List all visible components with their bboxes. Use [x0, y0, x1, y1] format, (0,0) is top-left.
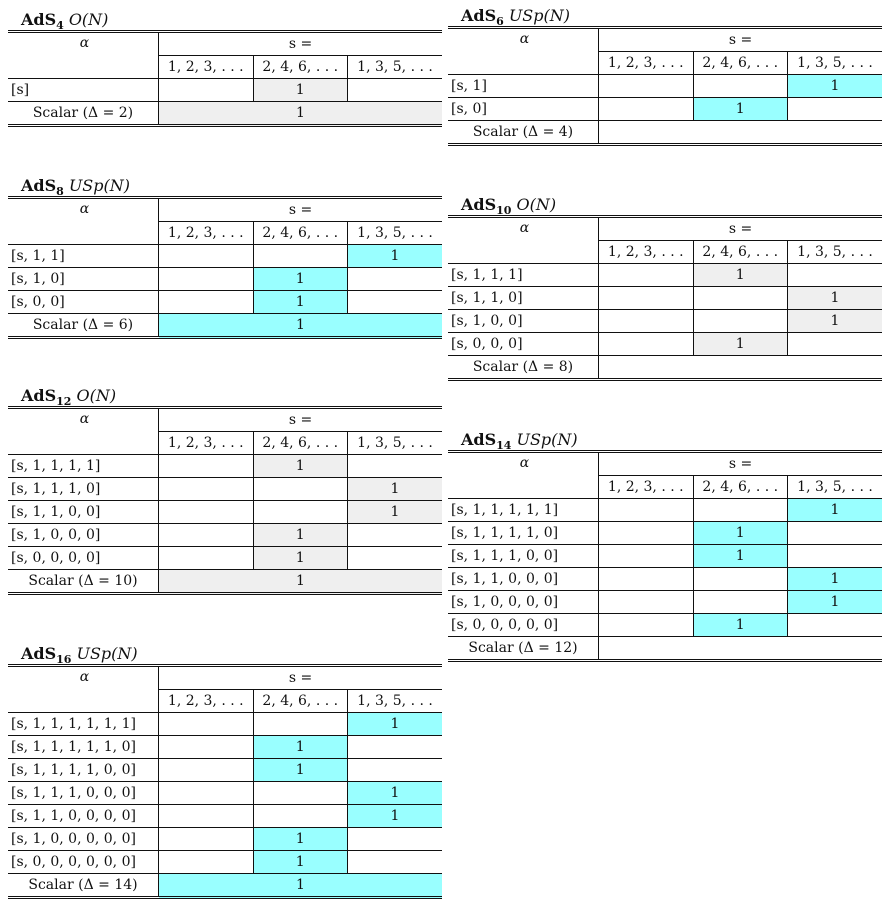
multiplicity-table — [448, 26, 882, 146]
empty-cell — [788, 522, 883, 545]
multiplicity-cell: 1 — [253, 828, 348, 851]
row-label: [s, 1, 1, 1, 1] — [8, 455, 159, 478]
column-header-2: 2, 4, 6, . . . — [693, 476, 788, 499]
column-header-3: 1, 3, 5, . . . — [788, 476, 883, 499]
multiplicity-cell: 1 — [693, 264, 788, 287]
multiplicity-cell: 1 — [693, 545, 788, 568]
title-prefix: AdS — [21, 644, 57, 663]
empty-cell — [599, 98, 694, 121]
row-label: [s, 0, 0, 0, 0, 0, 0] — [8, 851, 159, 874]
multiplicity-table — [8, 664, 442, 899]
multiplicity-cell: 1 — [253, 851, 348, 874]
alpha-header: α — [8, 32, 159, 79]
table-block-ads6 — [448, 6, 882, 146]
empty-cell — [159, 478, 254, 501]
table-title — [8, 10, 442, 33]
column-header-2: 2, 4, 6, . . . — [693, 241, 788, 264]
column-header-1: 1, 2, 3, . . . — [159, 222, 254, 245]
scalar-row — [8, 102, 442, 126]
empty-cell — [599, 75, 694, 98]
row-label: [s, 1, 1, 0] — [448, 287, 599, 310]
column-header-2: 2, 4, 6, . . . — [253, 222, 348, 245]
title-dimension: 4 — [56, 19, 64, 33]
empty-cell — [348, 79, 443, 102]
title-dimension: 10 — [496, 204, 512, 218]
row-label: [s, 1, 0, 0] — [448, 310, 599, 333]
alpha-header: α — [8, 198, 159, 245]
empty-cell — [159, 501, 254, 524]
s-header: s = — [288, 202, 313, 218]
multiplicity-cell: 1 — [253, 79, 348, 102]
s-header: s = — [288, 412, 313, 428]
row-label: [s, 1, 1] — [8, 245, 159, 268]
row-label: [s, 1, 1, 0, 0, 0, 0] — [8, 805, 159, 828]
title-dimension: 14 — [496, 439, 512, 453]
title-dimension: 6 — [496, 15, 504, 29]
row-label: [s, 1, 0] — [8, 268, 159, 291]
empty-cell — [788, 614, 883, 637]
table-row — [8, 547, 442, 570]
column-header-2: 2, 4, 6, . . . — [253, 690, 348, 713]
alpha-header: α — [8, 666, 159, 713]
scalar-row — [448, 637, 882, 661]
column-header-1: 1, 2, 3, . . . — [159, 56, 254, 79]
multiplicity-cell: 1 — [348, 805, 443, 828]
table-title — [448, 430, 882, 453]
table-title — [8, 386, 442, 409]
multiplicity-cell: 1 — [693, 333, 788, 356]
multiplicity-table — [448, 450, 882, 662]
empty-cell — [788, 264, 883, 287]
empty-cell — [159, 713, 254, 736]
row-label: [s, 0, 0, 0, 0, 0] — [448, 614, 599, 637]
multiplicity-cell: 1 — [253, 759, 348, 782]
multiplicity-cell: 1 — [788, 310, 883, 333]
empty-cell — [159, 828, 254, 851]
scalar-row — [448, 356, 882, 380]
multiplicity-cell: 1 — [788, 287, 883, 310]
title-group: USp(N) — [68, 176, 130, 195]
empty-cell — [788, 333, 883, 356]
empty-cell — [599, 287, 694, 310]
scalar-label: Scalar (Δ = 6) — [8, 314, 159, 338]
title-dimension: 12 — [56, 395, 72, 409]
empty-cell — [693, 591, 788, 614]
multiplicity-table — [448, 215, 882, 381]
table-block-ads16 — [8, 644, 442, 899]
multiplicity-table — [8, 30, 442, 127]
column-header-3: 1, 3, 5, . . . — [348, 56, 443, 79]
empty-cell — [159, 245, 254, 268]
empty-cell — [599, 499, 694, 522]
table-row — [8, 828, 442, 851]
header-row — [8, 666, 442, 690]
multiplicity-cell: 1 — [253, 736, 348, 759]
title-dimension: 8 — [56, 185, 64, 199]
title-group: O(N) — [516, 195, 557, 214]
table-block-ads4 — [8, 10, 442, 127]
title-group: O(N) — [76, 386, 117, 405]
column-header-2: 2, 4, 6, . . . — [253, 56, 348, 79]
column-header-2: 2, 4, 6, . . . — [693, 52, 788, 75]
header-row — [448, 28, 882, 52]
scalar-label: Scalar (Δ = 14) — [8, 874, 159, 898]
title-prefix: AdS — [461, 6, 497, 25]
empty-cell — [348, 851, 443, 874]
column-header-2: 2, 4, 6, . . . — [253, 432, 348, 455]
multiplicity-cell: 1 — [348, 501, 443, 524]
table-row — [8, 759, 442, 782]
title-dimension: 16 — [56, 653, 72, 667]
multiplicity-cell: 1 — [788, 591, 883, 614]
multiplicity-cell: 1 — [693, 98, 788, 121]
multiplicity-table — [8, 196, 442, 339]
table-row — [8, 79, 442, 102]
table-block-ads8 — [8, 176, 442, 339]
row-label: [s, 1, 1, 1, 1, 0] — [448, 522, 599, 545]
column-header-1: 1, 2, 3, . . . — [599, 241, 694, 264]
scalar-row — [8, 570, 442, 594]
multiplicity-cell: 1 — [693, 614, 788, 637]
row-label: [s, 0, 0, 0] — [448, 333, 599, 356]
empty-cell — [159, 291, 254, 314]
row-label: [s, 0, 0, 0, 0] — [8, 547, 159, 570]
row-label: [s, 1, 0, 0, 0, 0, 0] — [8, 828, 159, 851]
s-header: s = — [728, 32, 753, 48]
table-row — [448, 333, 882, 356]
empty-cell — [599, 545, 694, 568]
row-label: [s, 1, 1, 1, 1, 1] — [448, 499, 599, 522]
row-label: [s, 1, 1, 1, 0] — [8, 478, 159, 501]
title-prefix: AdS — [461, 430, 497, 449]
table-block-ads14 — [448, 430, 882, 662]
empty-cell — [599, 591, 694, 614]
empty-cell — [348, 547, 443, 570]
scalar-multiplicity-cell: 1 — [159, 314, 443, 338]
multiplicity-cell: 1 — [253, 547, 348, 570]
scalar-label: Scalar (Δ = 2) — [8, 102, 159, 126]
column-header-3: 1, 3, 5, . . . — [348, 432, 443, 455]
empty-cell — [693, 287, 788, 310]
table-row — [448, 522, 882, 545]
multiplicity-cell: 1 — [348, 782, 443, 805]
empty-cell — [599, 310, 694, 333]
title-prefix: AdS — [21, 10, 57, 29]
empty-cell — [693, 568, 788, 591]
table-row — [8, 736, 442, 759]
empty-cell — [348, 291, 443, 314]
row-label: [s, 1, 1, 0, 0] — [8, 501, 159, 524]
row-label: [s, 1, 0, 0, 0, 0] — [448, 591, 599, 614]
multiplicity-cell: 1 — [348, 713, 443, 736]
multiplicity-cell: 1 — [788, 499, 883, 522]
column-header-1: 1, 2, 3, . . . — [599, 52, 694, 75]
table-block-ads10 — [448, 195, 882, 381]
header-row — [448, 452, 882, 476]
empty-cell — [693, 75, 788, 98]
empty-cell — [788, 545, 883, 568]
scalar-multiplicity-cell: 1 — [159, 874, 443, 898]
s-header: s = — [728, 456, 753, 472]
table-row — [448, 614, 882, 637]
multiplicity-table — [8, 406, 442, 595]
multiplicity-cell: 1 — [348, 478, 443, 501]
multiplicity-cell: 1 — [253, 291, 348, 314]
alpha-header: α — [8, 408, 159, 455]
empty-cell — [253, 501, 348, 524]
scalar-empty-cell — [599, 121, 883, 145]
table-row — [448, 264, 882, 287]
empty-cell — [253, 713, 348, 736]
scalar-multiplicity-cell: 1 — [159, 570, 443, 594]
empty-cell — [159, 455, 254, 478]
column-header-3: 1, 3, 5, . . . — [788, 52, 883, 75]
row-label: [s, 0, 0] — [8, 291, 159, 314]
title-prefix: AdS — [21, 176, 57, 195]
multiplicity-cell: 1 — [693, 522, 788, 545]
empty-cell — [253, 245, 348, 268]
column-header-3: 1, 3, 5, . . . — [348, 222, 443, 245]
scalar-row — [448, 121, 882, 145]
table-row — [448, 568, 882, 591]
table-row — [448, 310, 882, 333]
row-label: [s, 1, 1, 1, 1, 0, 0] — [8, 759, 159, 782]
multiplicity-cell: 1 — [253, 455, 348, 478]
empty-cell — [348, 828, 443, 851]
empty-cell — [159, 79, 254, 102]
table-row — [448, 591, 882, 614]
column-header-3: 1, 3, 5, . . . — [788, 241, 883, 264]
multiplicity-cell: 1 — [253, 268, 348, 291]
scalar-label: Scalar (Δ = 8) — [448, 356, 599, 380]
table-row — [8, 713, 442, 736]
title-prefix: AdS — [21, 386, 57, 405]
empty-cell — [159, 268, 254, 291]
title-group: USp(N) — [76, 644, 138, 663]
empty-cell — [253, 782, 348, 805]
alpha-header: α — [448, 28, 599, 75]
empty-cell — [348, 524, 443, 547]
empty-cell — [599, 522, 694, 545]
empty-cell — [599, 568, 694, 591]
multiplicity-cell: 1 — [788, 568, 883, 591]
table-row — [8, 805, 442, 828]
scalar-label: Scalar (Δ = 4) — [448, 121, 599, 145]
table-row — [8, 851, 442, 874]
empty-cell — [348, 455, 443, 478]
alpha-header: α — [448, 217, 599, 264]
scalar-label: Scalar (Δ = 12) — [448, 637, 599, 661]
column-header-1: 1, 2, 3, . . . — [159, 690, 254, 713]
empty-cell — [159, 736, 254, 759]
row-label: [s, 1, 1, 1] — [448, 264, 599, 287]
column-header-3: 1, 3, 5, . . . — [348, 690, 443, 713]
table-title — [448, 6, 882, 29]
header-row — [448, 217, 882, 241]
empty-cell — [253, 478, 348, 501]
title-group: USp(N) — [508, 6, 570, 25]
scalar-label: Scalar (Δ = 10) — [8, 570, 159, 594]
table-row — [8, 501, 442, 524]
title-group: USp(N) — [516, 430, 578, 449]
row-label: [s, 1, 1, 1, 1, 1, 0] — [8, 736, 159, 759]
table-row — [8, 455, 442, 478]
title-prefix: AdS — [461, 195, 497, 214]
s-header: s = — [288, 670, 313, 686]
multiplicity-cell: 1 — [253, 524, 348, 547]
scalar-row — [8, 314, 442, 338]
s-header: s = — [288, 36, 313, 52]
table-title — [8, 176, 442, 199]
table-row — [448, 75, 882, 98]
table-title — [8, 644, 442, 667]
row-label: [s, 1, 1, 1, 0, 0, 0] — [8, 782, 159, 805]
empty-cell — [253, 805, 348, 828]
table-row — [8, 291, 442, 314]
row-label: [s, 1] — [448, 75, 599, 98]
empty-cell — [599, 614, 694, 637]
column-header-1: 1, 2, 3, . . . — [599, 476, 694, 499]
table-row — [8, 268, 442, 291]
table-title — [448, 195, 882, 218]
empty-cell — [348, 268, 443, 291]
table-row — [448, 545, 882, 568]
row-label: [s, 1, 1, 0, 0, 0] — [448, 568, 599, 591]
row-label: [s, 1, 1, 1, 1, 1, 1] — [8, 713, 159, 736]
row-label: [s, 1, 0, 0, 0] — [8, 524, 159, 547]
empty-cell — [599, 333, 694, 356]
alpha-header: α — [448, 452, 599, 499]
empty-cell — [788, 98, 883, 121]
row-label: [s] — [8, 79, 159, 102]
header-row — [8, 408, 442, 432]
table-row — [8, 524, 442, 547]
empty-cell — [159, 524, 254, 547]
table-row — [448, 98, 882, 121]
table-row — [8, 782, 442, 805]
table-row — [448, 499, 882, 522]
header-row — [8, 32, 442, 56]
table-block-ads12 — [8, 386, 442, 595]
multiplicity-cell: 1 — [788, 75, 883, 98]
scalar-row — [8, 874, 442, 898]
empty-cell — [159, 851, 254, 874]
empty-cell — [159, 782, 254, 805]
table-row — [8, 478, 442, 501]
empty-cell — [348, 759, 443, 782]
row-label: [s, 1, 1, 1, 0, 0] — [448, 545, 599, 568]
multiplicity-cell: 1 — [348, 245, 443, 268]
s-header: s = — [728, 221, 753, 237]
scalar-empty-cell — [599, 356, 883, 380]
column-header-1: 1, 2, 3, . . . — [159, 432, 254, 455]
empty-cell — [159, 759, 254, 782]
table-row — [448, 287, 882, 310]
empty-cell — [599, 264, 694, 287]
scalar-empty-cell — [599, 637, 883, 661]
table-row — [8, 245, 442, 268]
empty-cell — [159, 547, 254, 570]
empty-cell — [693, 310, 788, 333]
empty-cell — [693, 499, 788, 522]
header-row — [8, 198, 442, 222]
title-group: O(N) — [68, 10, 109, 29]
empty-cell — [159, 805, 254, 828]
empty-cell — [348, 736, 443, 759]
row-label: [s, 0] — [448, 98, 599, 121]
scalar-multiplicity-cell: 1 — [159, 102, 443, 126]
